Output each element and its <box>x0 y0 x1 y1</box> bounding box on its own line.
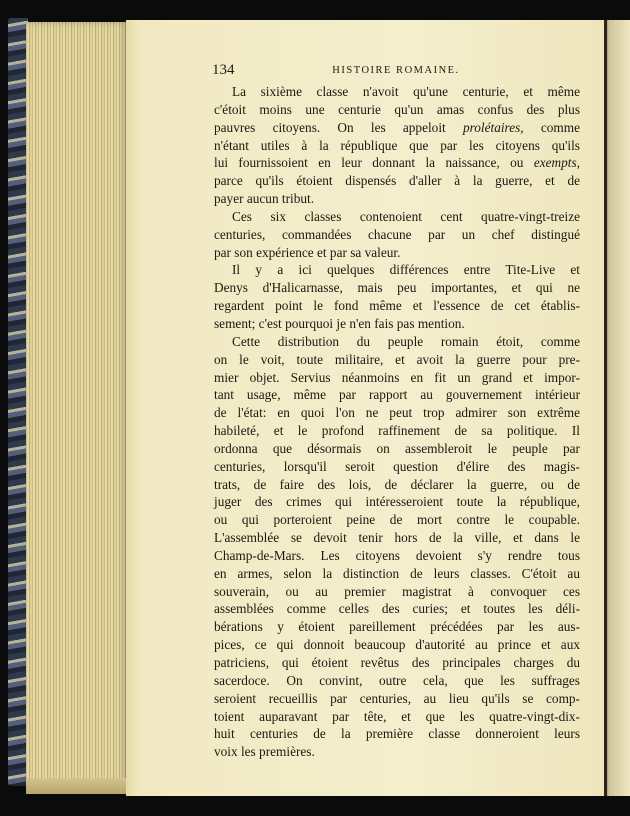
text-line: Ces six classes contenoient cent quatre-vingt-treize <box>232 208 580 224</box>
text-line: ordonna que désormais on assembleroit le peuple par <box>214 440 580 456</box>
text-line: toient auparavant par tête, et que les quatre-vingt-dix- <box>214 708 580 724</box>
text-line: juger des crimes qui intéresseroient toute la république, <box>214 494 580 510</box>
text-line: par son expérience et par sa valeur. <box>214 244 401 260</box>
text-line: souverain, ou au premier magistrat à convoquer ces <box>214 583 580 599</box>
text-line: Cette distribution du peuple romain étoit, comme <box>232 333 580 349</box>
text-line: mier objet. Servius néanmoins en fit un grand et impor- <box>214 369 580 385</box>
running-head: HISTOIRE ROMAINE. <box>332 65 460 76</box>
text-line: voix les premières. <box>214 744 315 760</box>
text-line: habileté, et le profond raffinement de sa politique. Il <box>214 423 580 439</box>
page-header <box>212 62 580 82</box>
text-line: tant usage, même par rapport au gouvernement intérieur <box>214 387 580 403</box>
text-line: regardent point le fond même et l'essence de cet établis- <box>214 298 580 314</box>
text-line: n'étant utiles à la république que par les citoyens qu'ils <box>214 137 580 153</box>
text-line: La sixième classe n'avoit qu'une centurie, et même <box>232 84 580 99</box>
text-line: centuries, lorsqu'il seroit question d'élire des magis- <box>214 458 580 474</box>
body-text <box>214 83 580 761</box>
text-line: bérations y étoient pareillement précédées par les aus- <box>214 619 580 635</box>
text-line: trats, de faire des lois, de déclarer la guerre, ou de <box>214 476 580 492</box>
text-line: Champ-de-Mars. Les citoyens devoient s'y rendre tous <box>214 547 580 563</box>
text-line: on le voit, toute militaire, et avoit la guerre pour pre- <box>214 351 580 367</box>
text-line: lui fournissoient en leur donnant la naissance, ou exempts, <box>214 155 580 171</box>
text-line: parce qu'ils étoient dispensés d'aller à la guerre, et de <box>214 173 580 189</box>
page-edges <box>26 22 128 794</box>
page-number: 134 <box>212 62 235 78</box>
text-line: de l'état: en quoi l'on ne peut trop admirer son extrême <box>214 405 580 421</box>
facing-page-edge <box>604 20 630 796</box>
text-line: ou qui porteroient peine de mort contre le coupable. <box>214 512 580 528</box>
text-line: sacerdoce. On convint, outre cela, que les suffrages <box>214 672 580 688</box>
text-line: centuries, commandées chacune par un chef distingué <box>214 226 580 242</box>
text-line: Il y a ici quelques différences entre Tite-Live et <box>232 262 580 278</box>
text-line: seroient recueillis par centuries, au lieu qu'ils se comp- <box>214 690 580 706</box>
text-line: Denys d'Halicarnasse, mais peu importantes, et qui ne <box>214 280 580 296</box>
marbled-cover <box>8 18 28 786</box>
text-line: c'étoit moins une centurie qu'un amas confus des plus <box>214 101 580 117</box>
text-line: assemblées comme celles des curies; et toutes les déli- <box>214 601 580 617</box>
text-line: pices, ce qui donnoit beaucoup d'autorité au prince et aux <box>214 637 580 653</box>
text-line: en armes, selon la distinction de leurs classes. C'étoit au <box>214 565 580 581</box>
text-line: sement; c'est pourquoi je n'en fais pas mention. <box>214 315 465 331</box>
text-line: patriciens, qui étoient revêtus des principales charges du <box>214 655 580 670</box>
text-line: L'assemblée se devoit tenir hors de la ville, et dans le <box>214 530 580 546</box>
text-line: payer aucun tribut. <box>214 191 315 207</box>
text-line: pauvres citoyens. On les appeloit prolétaires, comme <box>214 119 580 135</box>
text-line: huit centuries de la première classe donneroient leurs <box>214 726 580 742</box>
